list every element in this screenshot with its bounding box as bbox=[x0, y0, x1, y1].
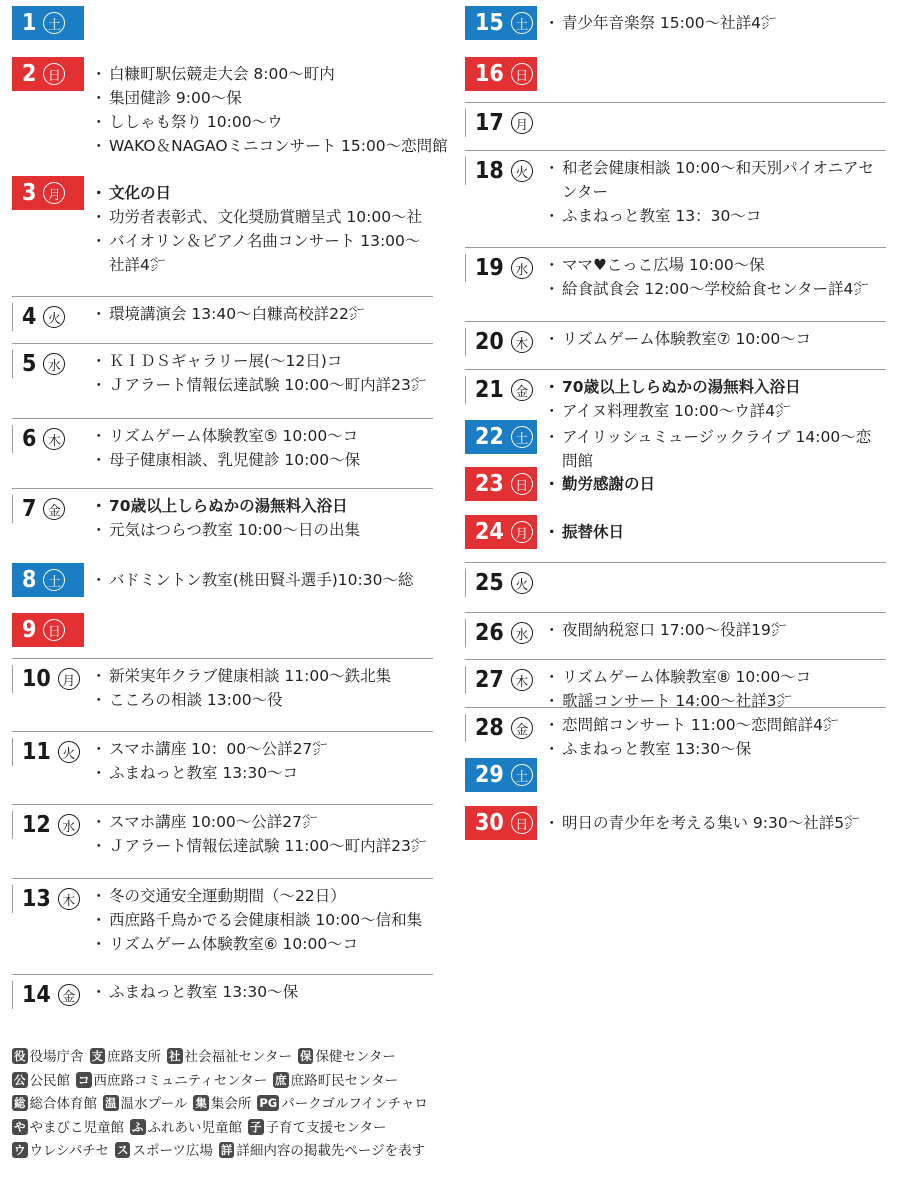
event-list bbox=[96, 810, 433, 858]
day-number: 9 bbox=[22, 616, 37, 643]
date-label bbox=[465, 376, 537, 404]
weekday-badge: 火 bbox=[43, 306, 65, 328]
day-number: 20 bbox=[475, 328, 504, 355]
date-label bbox=[465, 254, 537, 282]
event-item: ・ ふまねっと教室 13:30～保 bbox=[96, 980, 433, 1004]
weekday-badge: 木 bbox=[58, 888, 80, 910]
date-label bbox=[465, 758, 537, 792]
day-number: 2 bbox=[22, 60, 37, 87]
facility-icon: 役 bbox=[14, 1049, 26, 1063]
legend-row bbox=[12, 1093, 434, 1117]
event-item: ・ バドミントン教室(桃田賢斗選手)10:30～総 bbox=[96, 568, 433, 592]
weekday-badge: 木 bbox=[43, 428, 65, 450]
day-number: 15 bbox=[475, 9, 504, 36]
facility-name: ふれあい児童館 bbox=[147, 1119, 242, 1136]
facility-name: 庶路町民センター bbox=[290, 1072, 399, 1089]
day-entry bbox=[12, 296, 433, 330]
weekday-badge: 木 bbox=[511, 331, 533, 353]
event-item: ・ 冬の交通安全運動期間（～22日） bbox=[96, 884, 433, 908]
weekday-badge: 水 bbox=[511, 622, 533, 644]
legend-item bbox=[12, 1120, 124, 1136]
event-list bbox=[549, 156, 886, 228]
event-item: ・ Ｊアラート情報伝達試験 11:00～町内詳23㌻ bbox=[96, 834, 433, 858]
day-entry bbox=[12, 804, 433, 855]
date-label bbox=[12, 981, 84, 1009]
weekday-badge: 火 bbox=[58, 741, 80, 763]
day-number: 24 bbox=[475, 518, 504, 545]
event-list bbox=[96, 980, 433, 1004]
day-entry bbox=[465, 707, 886, 758]
day-entry bbox=[465, 247, 886, 298]
weekday-badge: 月 bbox=[43, 182, 65, 204]
day-number: 14 bbox=[22, 981, 51, 1008]
day-number: 29 bbox=[475, 761, 504, 788]
date-label bbox=[12, 811, 84, 839]
date-label bbox=[12, 613, 84, 647]
event-list bbox=[96, 62, 448, 158]
event-item: ・ 西庶路千鳥かでる会健康相談 10:00～信和集 bbox=[96, 908, 433, 932]
event-item: ・ ＫＩＤＳギャラリー展(～12日)コ bbox=[96, 349, 433, 373]
facility-icon: 集 bbox=[195, 1096, 207, 1110]
event-item: ・ 白糠町駅伝競走大会 8:00～町内 bbox=[96, 62, 433, 86]
date-label bbox=[12, 57, 84, 91]
facility-icon: 総 bbox=[14, 1096, 26, 1110]
legend-item bbox=[298, 1049, 396, 1065]
event-item: ・ リズムゲーム体験教室⑦ 10:00～コ bbox=[549, 327, 886, 351]
event-list bbox=[96, 494, 433, 542]
event-item: ・ アイリッシュミュージックライブ 14:00～恋問館 bbox=[549, 425, 886, 473]
event-list bbox=[549, 520, 886, 544]
date-label bbox=[12, 6, 84, 40]
date-label bbox=[465, 328, 537, 356]
weekday-badge: 金 bbox=[511, 717, 533, 739]
event-item: ・ こころの相談 13:00～役 bbox=[96, 688, 433, 712]
weekday-badge: 木 bbox=[511, 669, 533, 691]
event-item: ・ 母子健康相談、乳児健診 10:00～保 bbox=[96, 448, 433, 472]
day-number: 7 bbox=[22, 495, 37, 522]
event-item: ・ ふまねっと教室 13：30～コ bbox=[549, 204, 886, 228]
date-label bbox=[465, 515, 537, 549]
legend-item bbox=[12, 1143, 109, 1159]
weekday-badge: 月 bbox=[511, 112, 533, 134]
facility-icon: や bbox=[14, 1119, 26, 1134]
event-item: ・ 70歳以上しらぬかの湯無料入浴日 bbox=[96, 494, 433, 518]
facility-name: 温水プール bbox=[120, 1096, 188, 1112]
event-list bbox=[549, 11, 886, 35]
legend-item bbox=[90, 1049, 162, 1065]
weekday-badge: 月 bbox=[511, 521, 533, 543]
event-list bbox=[549, 472, 886, 496]
day-entry bbox=[12, 418, 433, 469]
facility-name: スポーツ広場 bbox=[132, 1143, 213, 1159]
legend-row bbox=[12, 1046, 434, 1070]
event-list bbox=[549, 618, 886, 642]
event-item: ・ リズムゲーム体験教室⑧ 10:00～コ bbox=[549, 665, 886, 689]
day-number: 6 bbox=[22, 425, 37, 452]
date-label bbox=[12, 495, 84, 523]
event-item: ・ ふまねっと教室 13:30～コ bbox=[96, 761, 433, 785]
day-number: 30 bbox=[475, 809, 504, 836]
facility-icon: コ bbox=[78, 1072, 90, 1087]
weekday-badge: 土 bbox=[43, 569, 65, 591]
event-item: ・ 環境講演会 13:40～白糠高校詳22㌻ bbox=[96, 302, 433, 326]
facility-name: 保健センター bbox=[315, 1049, 396, 1065]
day-number: 10 bbox=[22, 665, 51, 692]
day-number: 5 bbox=[22, 350, 37, 377]
facility-icon: 詳 bbox=[220, 1143, 233, 1157]
event-list bbox=[549, 327, 886, 351]
facility-name: ウレシパチセ bbox=[29, 1143, 109, 1159]
event-list bbox=[549, 811, 886, 835]
legend-item bbox=[257, 1096, 428, 1112]
event-list bbox=[549, 425, 886, 473]
weekday-badge: 火 bbox=[511, 572, 533, 594]
date-label bbox=[465, 57, 537, 91]
day-entry bbox=[465, 612, 886, 646]
legend-item bbox=[219, 1143, 425, 1159]
date-label bbox=[12, 425, 84, 453]
event-item: ・ スマホ講座 10：00～公詳27㌻ bbox=[96, 737, 433, 761]
facility-icon: 公 bbox=[14, 1072, 26, 1087]
weekday-badge: 火 bbox=[511, 160, 533, 182]
weekday-badge: 日 bbox=[43, 63, 65, 85]
event-item: ・ 青少年音楽祭 15:00～社詳4㌻ bbox=[549, 11, 886, 35]
event-item: ・ 新栄実年クラブ健康相談 11:00～鉄北集 bbox=[96, 664, 433, 688]
legend-item bbox=[130, 1120, 242, 1136]
event-item: ・ リズムゲーム体験教室⑥ 10:00～コ bbox=[96, 932, 433, 956]
legend-item bbox=[273, 1073, 398, 1089]
facility-icon: 保 bbox=[299, 1049, 312, 1063]
event-item: ・ 給食試食会 12:00～学校給食センター詳4㌻ bbox=[549, 277, 886, 301]
event-item: ・ バイオリン＆ピアノ名曲コンサート 13:00～社詳4㌻ bbox=[96, 229, 433, 277]
date-label bbox=[465, 569, 537, 597]
event-list bbox=[96, 349, 433, 397]
legend-item bbox=[12, 1049, 84, 1065]
day-entry bbox=[465, 562, 886, 596]
facility-name: 社会福祉センター bbox=[184, 1049, 292, 1065]
day-number: 22 bbox=[475, 423, 504, 450]
day-entry bbox=[465, 659, 886, 710]
event-item: ・ 和老会健康相談 10:00～和天別パイオニアセンター bbox=[549, 156, 886, 204]
event-item: ・ WAKO＆NAGAOミニコンサート 15:00～恋問館 bbox=[96, 134, 433, 158]
event-list bbox=[549, 713, 886, 761]
day-number: 12 bbox=[22, 811, 51, 838]
weekday-badge: 水 bbox=[58, 814, 80, 836]
weekday-badge: 土 bbox=[43, 12, 65, 34]
day-entry bbox=[12, 658, 433, 709]
date-label bbox=[12, 303, 84, 331]
event-list bbox=[549, 253, 886, 301]
facility-name: 公民館 bbox=[29, 1072, 70, 1089]
legend-item bbox=[103, 1096, 187, 1112]
event-list bbox=[96, 884, 433, 956]
date-label bbox=[465, 714, 537, 742]
date-label bbox=[465, 619, 537, 647]
facility-name: 子育て支援センター bbox=[265, 1119, 387, 1136]
facility-name: 庶路支所 bbox=[107, 1049, 161, 1065]
event-item: ・ 夜間納税窓口 17:00～役詳19㌻ bbox=[549, 618, 886, 642]
weekday-badge: 土 bbox=[511, 12, 533, 34]
facility-icon: 社 bbox=[169, 1049, 181, 1063]
weekday-badge: 金 bbox=[43, 498, 65, 520]
event-item: ・ ふまねっと教室 13:30～保 bbox=[549, 737, 886, 761]
event-list bbox=[549, 375, 886, 423]
legend-item bbox=[76, 1073, 267, 1089]
facility-icon: 子 bbox=[250, 1119, 262, 1134]
day-entry bbox=[465, 369, 886, 420]
event-item: ・ ししゃも祭り 10:00～ウ bbox=[96, 110, 433, 134]
event-list bbox=[96, 424, 433, 472]
facility-icon: PG bbox=[259, 1096, 278, 1110]
day-number: 19 bbox=[475, 254, 504, 281]
day-entry bbox=[465, 321, 886, 355]
facility-icon: ウ bbox=[14, 1143, 26, 1157]
weekday-badge: 金 bbox=[58, 984, 80, 1006]
event-item: ・ 文化の日 bbox=[96, 181, 433, 205]
day-entry bbox=[12, 974, 433, 1008]
date-label bbox=[465, 666, 537, 694]
event-list bbox=[96, 664, 433, 712]
date-label bbox=[465, 806, 537, 840]
weekday-badge: 月 bbox=[58, 668, 80, 690]
date-label bbox=[465, 467, 537, 501]
day-entry bbox=[465, 150, 886, 225]
date-label bbox=[465, 420, 537, 454]
event-item: ・ 集団健診 9:00～保 bbox=[96, 86, 433, 110]
event-item: ・ 元気はつらつ教室 10:00～日の出集 bbox=[96, 518, 433, 542]
day-entry bbox=[12, 488, 433, 539]
event-item: ・ Ｊアラート情報伝達試験 10:00～町内詳23㌻ bbox=[96, 373, 433, 397]
event-item: ・ 歌謡コンサート 14:00～社詳3㌻ bbox=[549, 689, 886, 713]
facility-name: やまびこ児童館 bbox=[29, 1119, 124, 1136]
day-number: 25 bbox=[475, 569, 504, 596]
facility-name: 役場庁舎 bbox=[29, 1049, 84, 1065]
day-number: 4 bbox=[22, 303, 37, 330]
date-label bbox=[12, 563, 84, 597]
event-item: ・ 功労者表彰式、文化奨励賞贈呈式 10:00～社 bbox=[96, 205, 433, 229]
weekday-badge: 日 bbox=[511, 63, 533, 85]
day-entry bbox=[12, 878, 433, 953]
day-number: 21 bbox=[475, 376, 504, 403]
date-label bbox=[12, 885, 84, 913]
event-item: ・ 恋問館コンサート 11:00～恋問館詳4㌻ bbox=[549, 713, 886, 737]
weekday-badge: 日 bbox=[43, 619, 65, 641]
date-label bbox=[12, 176, 84, 210]
legend-item bbox=[12, 1073, 70, 1089]
event-item: ・ スマホ講座 10:00～公詳27㌻ bbox=[96, 810, 433, 834]
day-number: 17 bbox=[475, 109, 504, 136]
facility-legend bbox=[12, 1046, 434, 1164]
event-item: ・ リズムゲーム体験教室⑤ 10:00～コ bbox=[96, 424, 433, 448]
facility-name: 総合体育館 bbox=[29, 1096, 97, 1112]
day-number: 3 bbox=[22, 179, 37, 206]
event-list bbox=[549, 665, 886, 713]
facility-name: 西庶路コミュニティセンター bbox=[93, 1072, 268, 1089]
event-list bbox=[96, 737, 433, 785]
date-label bbox=[465, 6, 537, 40]
event-item: ・ 明日の青少年を考える集い 9:30～社詳5㌻ bbox=[549, 811, 886, 835]
day-number: 28 bbox=[475, 714, 504, 741]
weekday-badge: 金 bbox=[511, 379, 533, 401]
event-item: ・ 勤労感謝の日 bbox=[549, 472, 886, 496]
weekday-badge: 水 bbox=[511, 257, 533, 279]
day-entry bbox=[12, 343, 433, 394]
event-item: ・ ママ♥こっこ広場 10:00～保 bbox=[549, 253, 886, 277]
event-item: ・ 70歳以上しらぬかの湯無料入浴日 bbox=[549, 375, 886, 399]
day-number: 18 bbox=[475, 157, 504, 184]
event-item: ・ アイヌ料理教室 10:00～ウ詳4㌻ bbox=[549, 399, 886, 423]
day-number: 16 bbox=[475, 60, 504, 87]
event-item: ・ 振替休日 bbox=[549, 520, 886, 544]
day-number: 26 bbox=[475, 619, 504, 646]
date-label bbox=[465, 157, 537, 185]
facility-icon: 庶 bbox=[275, 1072, 287, 1087]
date-label bbox=[12, 738, 84, 766]
legend-item bbox=[193, 1096, 251, 1112]
weekday-badge: 土 bbox=[511, 764, 533, 786]
facility-icon: 支 bbox=[91, 1049, 103, 1063]
facility-name: 詳細内容の掲載先ページを表す bbox=[236, 1143, 426, 1159]
weekday-badge: 日 bbox=[511, 473, 533, 495]
legend-item bbox=[115, 1143, 213, 1159]
legend-row bbox=[12, 1140, 434, 1164]
legend-row bbox=[12, 1070, 434, 1094]
day-entry bbox=[12, 731, 433, 782]
facility-name: パークゴルフインチャロ bbox=[281, 1096, 428, 1112]
legend-item bbox=[12, 1096, 97, 1112]
day-number: 23 bbox=[475, 470, 504, 497]
legend-row bbox=[12, 1117, 434, 1141]
day-number: 13 bbox=[22, 885, 51, 912]
day-entry bbox=[465, 102, 886, 136]
legend-item bbox=[248, 1120, 386, 1136]
event-list bbox=[96, 568, 433, 592]
date-label bbox=[465, 109, 537, 137]
day-number: 8 bbox=[22, 566, 37, 593]
facility-name: 集会所 bbox=[210, 1096, 252, 1112]
day-number: 11 bbox=[22, 738, 51, 765]
day-number: 1 bbox=[22, 9, 37, 36]
facility-icon: ス bbox=[116, 1143, 129, 1157]
weekday-badge: 水 bbox=[43, 353, 65, 375]
facility-icon: ふ bbox=[132, 1119, 144, 1134]
event-list bbox=[96, 302, 433, 326]
legend-item bbox=[167, 1049, 292, 1065]
event-list bbox=[96, 181, 433, 277]
facility-icon: 温 bbox=[105, 1096, 117, 1110]
weekday-badge: 日 bbox=[511, 812, 533, 834]
date-label bbox=[12, 350, 84, 378]
date-label bbox=[12, 665, 84, 693]
day-number: 27 bbox=[475, 666, 504, 693]
weekday-badge: 土 bbox=[511, 426, 533, 448]
